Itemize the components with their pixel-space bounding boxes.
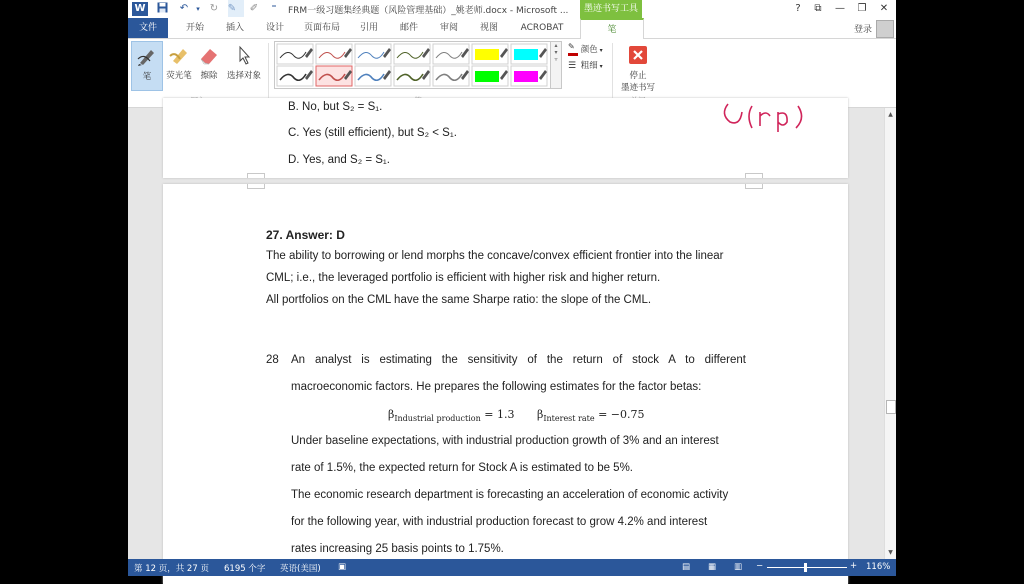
close-button[interactable]: ✕ bbox=[879, 3, 889, 14]
select-objects-label: 选择对象 bbox=[226, 71, 261, 81]
beta-symbol: β bbox=[537, 408, 544, 421]
answer-line-1: The ability to borrowing or lend morphs the concave/convex efficient frontier into the linear bbox=[266, 250, 724, 262]
answer-line-3: All portfolios on the CML have the same Sharpe ratio: the slope of the CML. bbox=[266, 294, 652, 306]
macro-icon[interactable]: ▣ bbox=[338, 562, 347, 572]
web-layout-icon[interactable]: ▥ bbox=[734, 562, 743, 572]
pen-swatch[interactable] bbox=[316, 44, 352, 64]
pen-tool-label: 笔 bbox=[142, 72, 152, 82]
select-objects-button[interactable] bbox=[224, 41, 264, 89]
pen-swatch[interactable] bbox=[433, 44, 469, 64]
margin-marker bbox=[247, 184, 265, 189]
option-b-partial: B. No, but S₂ = S₁. bbox=[288, 101, 383, 113]
page-count[interactable]: 第 12 页，共 27 页 bbox=[134, 564, 209, 574]
sign-in-link[interactable]: 登录 bbox=[853, 25, 872, 35]
stop-inking-label-2: 墨迹书写 bbox=[620, 83, 655, 93]
question-line-3: Under baseline expectations, with industrial production growth of 3% and an interest bbox=[291, 435, 719, 447]
answer-line-2: CML; i.e., the leveraged portfolio is efficient with higher risk and higher return. bbox=[266, 272, 661, 284]
status-bar bbox=[128, 559, 896, 576]
beta-symbol: β bbox=[388, 408, 395, 421]
ribbon-display-button[interactable]: ⧉ bbox=[814, 3, 822, 14]
tab-mailings[interactable]: 邮件 bbox=[399, 23, 418, 33]
help-button[interactable]: ? bbox=[795, 3, 801, 14]
scroll-thumb[interactable] bbox=[886, 400, 896, 414]
scroll-down-icon[interactable]: ▼ bbox=[888, 549, 893, 556]
redo-icon[interactable]: ↻ bbox=[209, 3, 219, 14]
page-12 bbox=[163, 184, 848, 584]
ribbon-separator bbox=[612, 43, 613, 103]
option-c: C. Yes (still efficient), but S₂ < S₁. bbox=[288, 127, 457, 139]
zoom-slider-thumb[interactable] bbox=[804, 563, 807, 572]
question-line-1: An analyst is estimating the sensitivity of the return of stock A to different bbox=[291, 354, 746, 366]
zoom-level[interactable]: 116% bbox=[866, 562, 891, 572]
avatar[interactable] bbox=[876, 20, 894, 38]
word-count[interactable]: 6195 个字 bbox=[224, 564, 266, 574]
zoom-in-button[interactable]: + bbox=[850, 561, 858, 571]
beta-industrial-formula bbox=[388, 408, 515, 423]
pen-thickness-button[interactable] bbox=[568, 59, 603, 71]
word-logo-icon: W bbox=[132, 2, 148, 16]
tab-layout[interactable]: 页面布局 bbox=[303, 23, 340, 33]
print-layout-icon[interactable]: ▦ bbox=[708, 562, 717, 572]
pen-gallery bbox=[274, 41, 562, 89]
question-number: 28 bbox=[266, 354, 279, 366]
highlighter-button[interactable] bbox=[164, 41, 194, 89]
question-line-5: The economic research department is forecasting an acceleration of economic activity bbox=[291, 489, 729, 501]
pen-swatch[interactable] bbox=[511, 66, 547, 86]
customize-toolbar-icon[interactable]: ⁼ bbox=[271, 3, 277, 14]
gallery-scroll[interactable]: ▴ ▾ ▿ bbox=[550, 42, 561, 88]
tab-design[interactable]: 设计 bbox=[265, 23, 284, 33]
pen-tool-button[interactable] bbox=[131, 41, 163, 91]
pen-color-button[interactable] bbox=[568, 43, 603, 56]
zoom-out-button[interactable]: − bbox=[756, 561, 764, 571]
vertical-scrollbar[interactable] bbox=[884, 108, 896, 559]
pen-swatch[interactable] bbox=[472, 66, 508, 86]
stop-inking-button[interactable] bbox=[616, 41, 660, 93]
draw-pen-highlight bbox=[228, 0, 244, 17]
ink-annotation[interactable] bbox=[718, 98, 828, 138]
question-line-7: rates increasing 25 basis points to 1.75%. bbox=[291, 543, 504, 555]
pen-swatch[interactable] bbox=[394, 44, 430, 64]
tab-home[interactable]: 开始 bbox=[185, 23, 204, 33]
margin-marker bbox=[745, 184, 763, 189]
tab-file[interactable]: 文件 bbox=[128, 18, 168, 38]
margin-marker bbox=[745, 173, 763, 178]
zoom-slider[interactable] bbox=[767, 567, 847, 568]
save-icon[interactable] bbox=[154, 2, 170, 16]
stop-inking-icon bbox=[616, 41, 660, 69]
pen-swatch[interactable] bbox=[394, 66, 430, 86]
word-window bbox=[128, 0, 896, 576]
pen-swatch[interactable] bbox=[277, 44, 313, 64]
highlighter-icon bbox=[164, 41, 194, 69]
pen-swatch[interactable] bbox=[355, 66, 391, 86]
beta-interest-value: = −0.75 bbox=[598, 408, 645, 421]
touch-mode-icon[interactable]: ✐ bbox=[249, 3, 259, 14]
maximize-button[interactable]: ❐ bbox=[857, 3, 867, 14]
chevron-down-icon: ▾ bbox=[597, 63, 603, 70]
beta-interest-formula bbox=[537, 408, 645, 423]
pen-swatch[interactable] bbox=[433, 66, 469, 86]
pen-color-label: 颜色 bbox=[580, 45, 598, 55]
thickness-icon: ☰ bbox=[568, 60, 577, 71]
answer-heading: 27. Answer: D bbox=[266, 228, 345, 242]
tab-view[interactable]: 视图 bbox=[479, 23, 498, 33]
tab-references[interactable]: 引用 bbox=[359, 23, 378, 33]
undo-dropdown-icon[interactable]: ▾ bbox=[196, 5, 200, 13]
pen-swatch[interactable] bbox=[355, 44, 391, 64]
question-line-4: rate of 1.5%, the expected return for Stock A is estimated to be 5%. bbox=[291, 462, 633, 474]
cursor-icon bbox=[224, 41, 264, 69]
question-line-6: for the following year, with industrial production forecast to grow 4.2% and interest bbox=[291, 516, 708, 528]
pen-tool-icon bbox=[132, 42, 162, 70]
tab-pen[interactable]: 笔 bbox=[580, 18, 644, 39]
window-title: FRM一级习题集经典题（风险管理基础）_姚老师.docx - Microsoft ... bbox=[288, 6, 569, 16]
beta-interest-subscript: Interest rate bbox=[543, 414, 595, 424]
context-tab-title: 墨迹书写工具 bbox=[580, 0, 642, 18]
pen-color-icon: ✎ bbox=[568, 43, 578, 56]
tab-review[interactable]: 审阅 bbox=[439, 23, 458, 33]
option-d: D. Yes, and S₂ = S₁. bbox=[288, 154, 391, 166]
pen-thickness-label: 粗细 bbox=[580, 61, 598, 71]
language[interactable]: 英语(美国) bbox=[280, 564, 321, 574]
ribbon-tabs bbox=[128, 18, 896, 39]
chevron-down-icon: ▾ bbox=[597, 47, 603, 54]
pen-swatch[interactable] bbox=[277, 66, 313, 86]
question-line-2: macroeconomic factors. He prepares the following estimates for the factor betas: bbox=[291, 381, 702, 393]
tab-acrobat[interactable]: ACROBAT bbox=[520, 23, 564, 33]
beta-industrial-subscript: Industrial production bbox=[394, 414, 481, 424]
pen-swatches[interactable] bbox=[275, 42, 551, 88]
pen-swatch[interactable] bbox=[472, 44, 508, 64]
read-mode-icon[interactable]: ▤ bbox=[682, 562, 691, 572]
eraser-icon bbox=[196, 41, 222, 69]
stop-inking-label-1: 停止 bbox=[629, 71, 647, 81]
page-11 bbox=[163, 98, 848, 178]
ribbon-separator bbox=[268, 43, 269, 103]
scroll-up-icon[interactable]: ▲ bbox=[888, 111, 893, 118]
document-area[interactable] bbox=[128, 101, 885, 559]
undo-icon[interactable]: ↶ bbox=[179, 3, 189, 14]
tab-insert[interactable]: 插入 bbox=[225, 23, 244, 33]
eraser-button[interactable] bbox=[196, 41, 222, 89]
margin-marker bbox=[247, 173, 265, 178]
pen-swatch[interactable] bbox=[316, 66, 352, 86]
highlighter-label: 荧光笔 bbox=[166, 71, 192, 81]
minimize-button[interactable]: — bbox=[835, 3, 845, 14]
beta-industrial-value: = 1.3 bbox=[484, 408, 515, 421]
eraser-label: 擦除 bbox=[200, 71, 218, 81]
title-bar bbox=[128, 0, 896, 19]
pen-swatch[interactable] bbox=[511, 44, 547, 64]
